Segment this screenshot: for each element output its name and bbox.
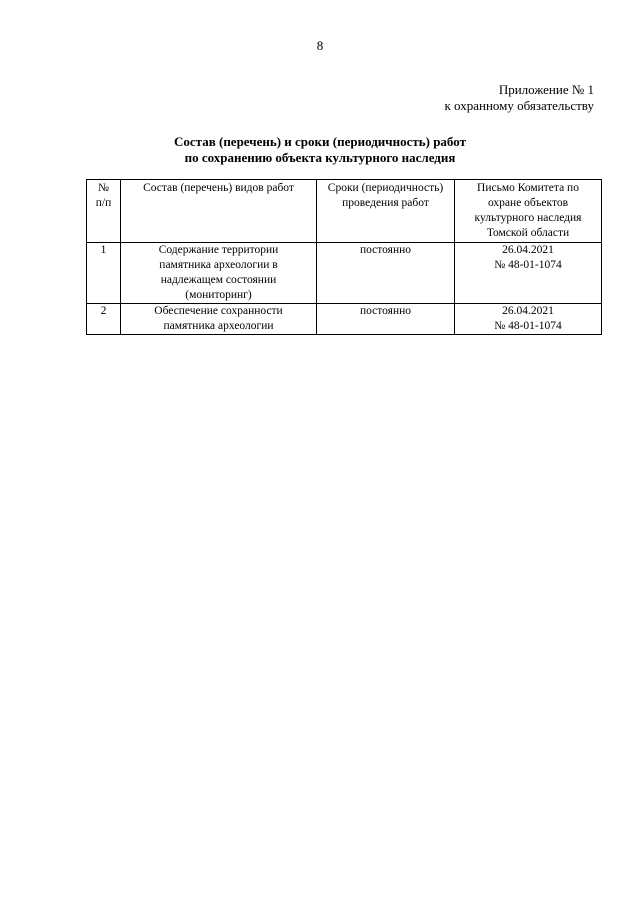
row-work-line-2: памятника археологии bbox=[163, 320, 274, 332]
header-number-line-2: п/п bbox=[95, 197, 112, 209]
header-period-line-1: Сроки (периодичность) bbox=[327, 182, 444, 194]
header-work-type bbox=[121, 180, 317, 243]
row-number-cell bbox=[87, 304, 121, 335]
row-work-type-cell bbox=[121, 243, 317, 304]
row-letter-date: 26.04.2021 bbox=[502, 244, 554, 256]
title-line-1: Состав (перечень) и сроки (периодичность) работ bbox=[174, 134, 466, 149]
works-table bbox=[86, 179, 602, 335]
page-number: 8 bbox=[316, 38, 324, 53]
row-work-line-1: Обеспечение сохранности bbox=[154, 305, 283, 317]
appendix-line-1: Приложение № 1 bbox=[498, 82, 594, 97]
row-letter-number: № 48-01-1074 bbox=[494, 259, 562, 271]
row-letter-cell bbox=[455, 243, 602, 304]
appendix-reference bbox=[444, 82, 594, 114]
header-period bbox=[317, 180, 455, 243]
header-number bbox=[87, 180, 121, 243]
table-row bbox=[87, 243, 602, 304]
header-letter-line-3: культурного наследия bbox=[474, 212, 582, 224]
row-number: 2 bbox=[100, 305, 107, 317]
header-letter bbox=[455, 180, 602, 243]
row-period: постоянно bbox=[359, 244, 412, 256]
row-letter-date: 26.04.2021 bbox=[502, 305, 554, 317]
row-work-type-cell bbox=[121, 304, 317, 335]
row-work-line-1: Содержание территории bbox=[158, 244, 279, 256]
table-header-row bbox=[87, 180, 602, 243]
header-number-line-1: № bbox=[98, 182, 109, 194]
row-number: 1 bbox=[100, 244, 107, 256]
row-number-cell bbox=[87, 243, 121, 304]
row-work-line-3: надлежащем состоянии bbox=[160, 274, 277, 286]
row-period-cell bbox=[317, 304, 455, 335]
row-work-line-2: памятника археологии в bbox=[159, 259, 278, 271]
header-letter-line-2: охране объектов bbox=[487, 197, 569, 209]
title-line-2: по сохранению объекта культурного наследия bbox=[184, 150, 456, 165]
row-period-cell bbox=[317, 243, 455, 304]
row-work-line-4: (мониторинг) bbox=[185, 289, 252, 301]
header-period-line-2: проведения работ bbox=[342, 197, 429, 209]
table-row bbox=[87, 304, 602, 335]
row-letter-cell bbox=[455, 304, 602, 335]
header-letter-line-1: Письмо Комитета по bbox=[477, 182, 579, 194]
header-letter-line-4: Томской области bbox=[486, 227, 570, 239]
header-work-type-text: Состав (перечень) видов работ bbox=[143, 182, 294, 194]
document-title bbox=[0, 134, 640, 166]
row-period: постоянно bbox=[359, 305, 412, 317]
row-letter-number: № 48-01-1074 bbox=[494, 320, 562, 332]
appendix-line-2: к охранному обязательству bbox=[444, 98, 594, 113]
